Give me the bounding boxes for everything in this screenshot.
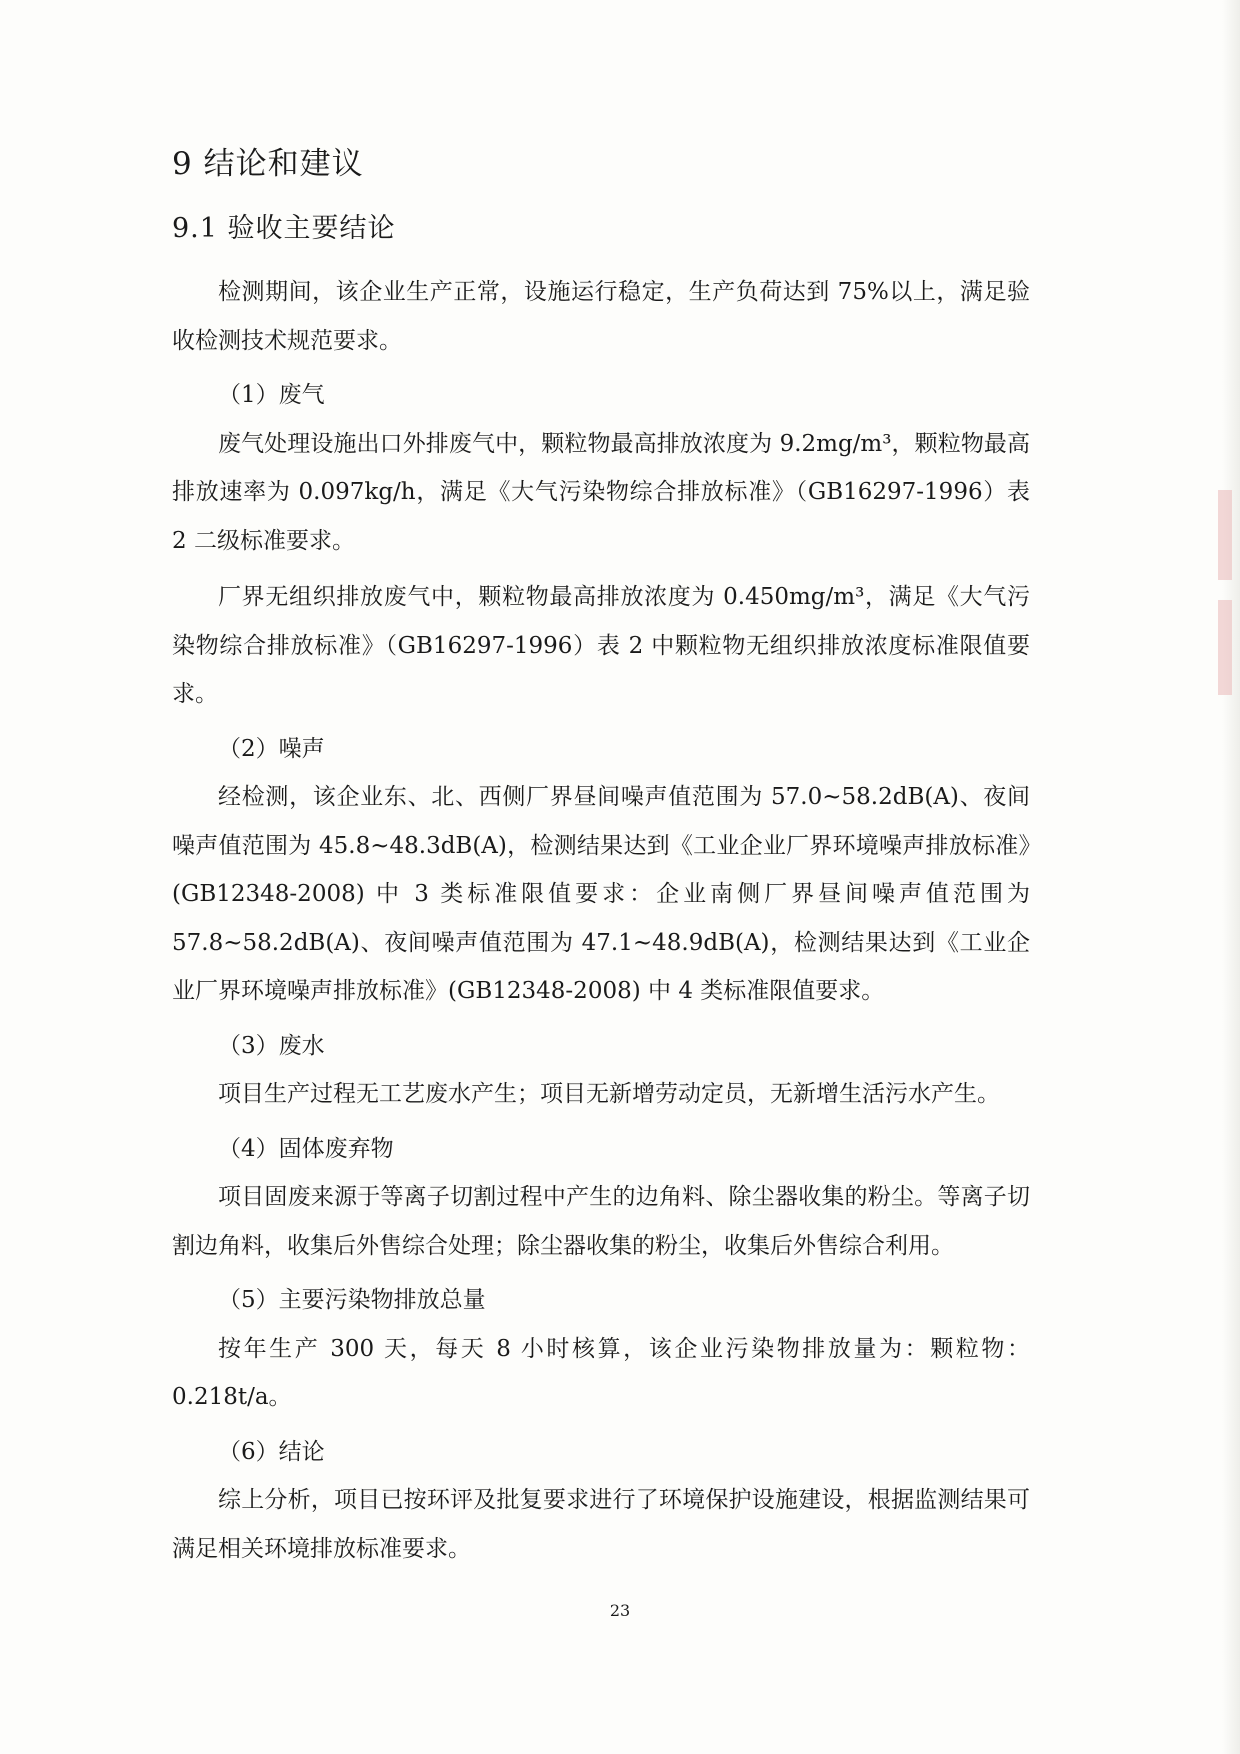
paragraph: 项目生产过程无工艺废水产生；项目无新增劳动定员，无新增生活污水产生。: [218, 1081, 1000, 1107]
item-heading: （6）结论: [218, 1438, 325, 1465]
item-heading: （1）废气: [218, 382, 325, 408]
paragraph: 项目固废来源于等离子切割过程中产生的边角料、除尘器收集的粉尘。等离子切割边角料，收集后外售综合处理；除尘器收集的粉尘，收集后外售综合利用。: [172, 1184, 1030, 1259]
paragraph: 检测期间，该企业生产正常，设施运行稳定，生产负荷达到 75%以上，满足验收检测技术规范要求。: [172, 279, 1030, 354]
page-number: 23: [609, 1601, 631, 1620]
seal-fragment: [1218, 490, 1232, 580]
paragraph: 废气处理设施出口外排废气中，颗粒物最高排放浓度为 9.2mg/m³，颗粒物最高排放速率为 0.097kg/h，满足《大气污染物综合排放标准》（GB16297-1996）表 2 二级标准要求。: [172, 430, 1030, 554]
paragraph: 经检测，该企业东、北、西侧厂界昼间噪声值范围为 57.0~58.2dB(A)、夜间噪声值范围为 45.8~48.3dB(A)，检测结果达到《工业企业厂界环境噪声排放标准》(GB12348-2008) 中 3 类标准限值要求：企业南侧厂界昼间噪声值范围为 57.8~58.2dB(A)、夜间噪声值范围为 47.1~48.9dB(A)，检测结果达到《工业企业厂界环境噪声排放标准》(GB12348-2008) 中 4 类标准限值要求。: [172, 784, 1030, 1004]
seal-fragment: [1218, 600, 1232, 695]
item-heading: （5）主要污染物排放总量: [218, 1287, 486, 1313]
chapter-heading: 9 结论和建议: [172, 146, 364, 182]
item-heading: （2）噪声: [218, 735, 325, 762]
paragraph: 综上分析，项目已按环评及批复要求进行了环境保护设施建设，根据监测结果可满足相关环境排放标准要求。: [172, 1487, 1030, 1562]
paragraph: 厂界无组织排放废气中，颗粒物最高排放浓度为 0.450mg/m³，满足《大气污染物综合排放标准》（GB16297-1996）表 2 中颗粒物无组织排放浓度标准限值要求。: [172, 584, 1030, 707]
paragraph: 按年生产 300 天，每天 8 小时核算，该企业污染物排放量为：颗粒物：0.218t/a。: [172, 1335, 1030, 1410]
item-heading: （3）废水: [218, 1032, 325, 1059]
section-heading: 9.1 验收主要结论: [172, 213, 396, 244]
item-heading: （4）固体废弃物: [218, 1135, 394, 1162]
page-edge-shadow: [1222, 0, 1240, 1754]
body-text: [172, 268, 1030, 1573]
